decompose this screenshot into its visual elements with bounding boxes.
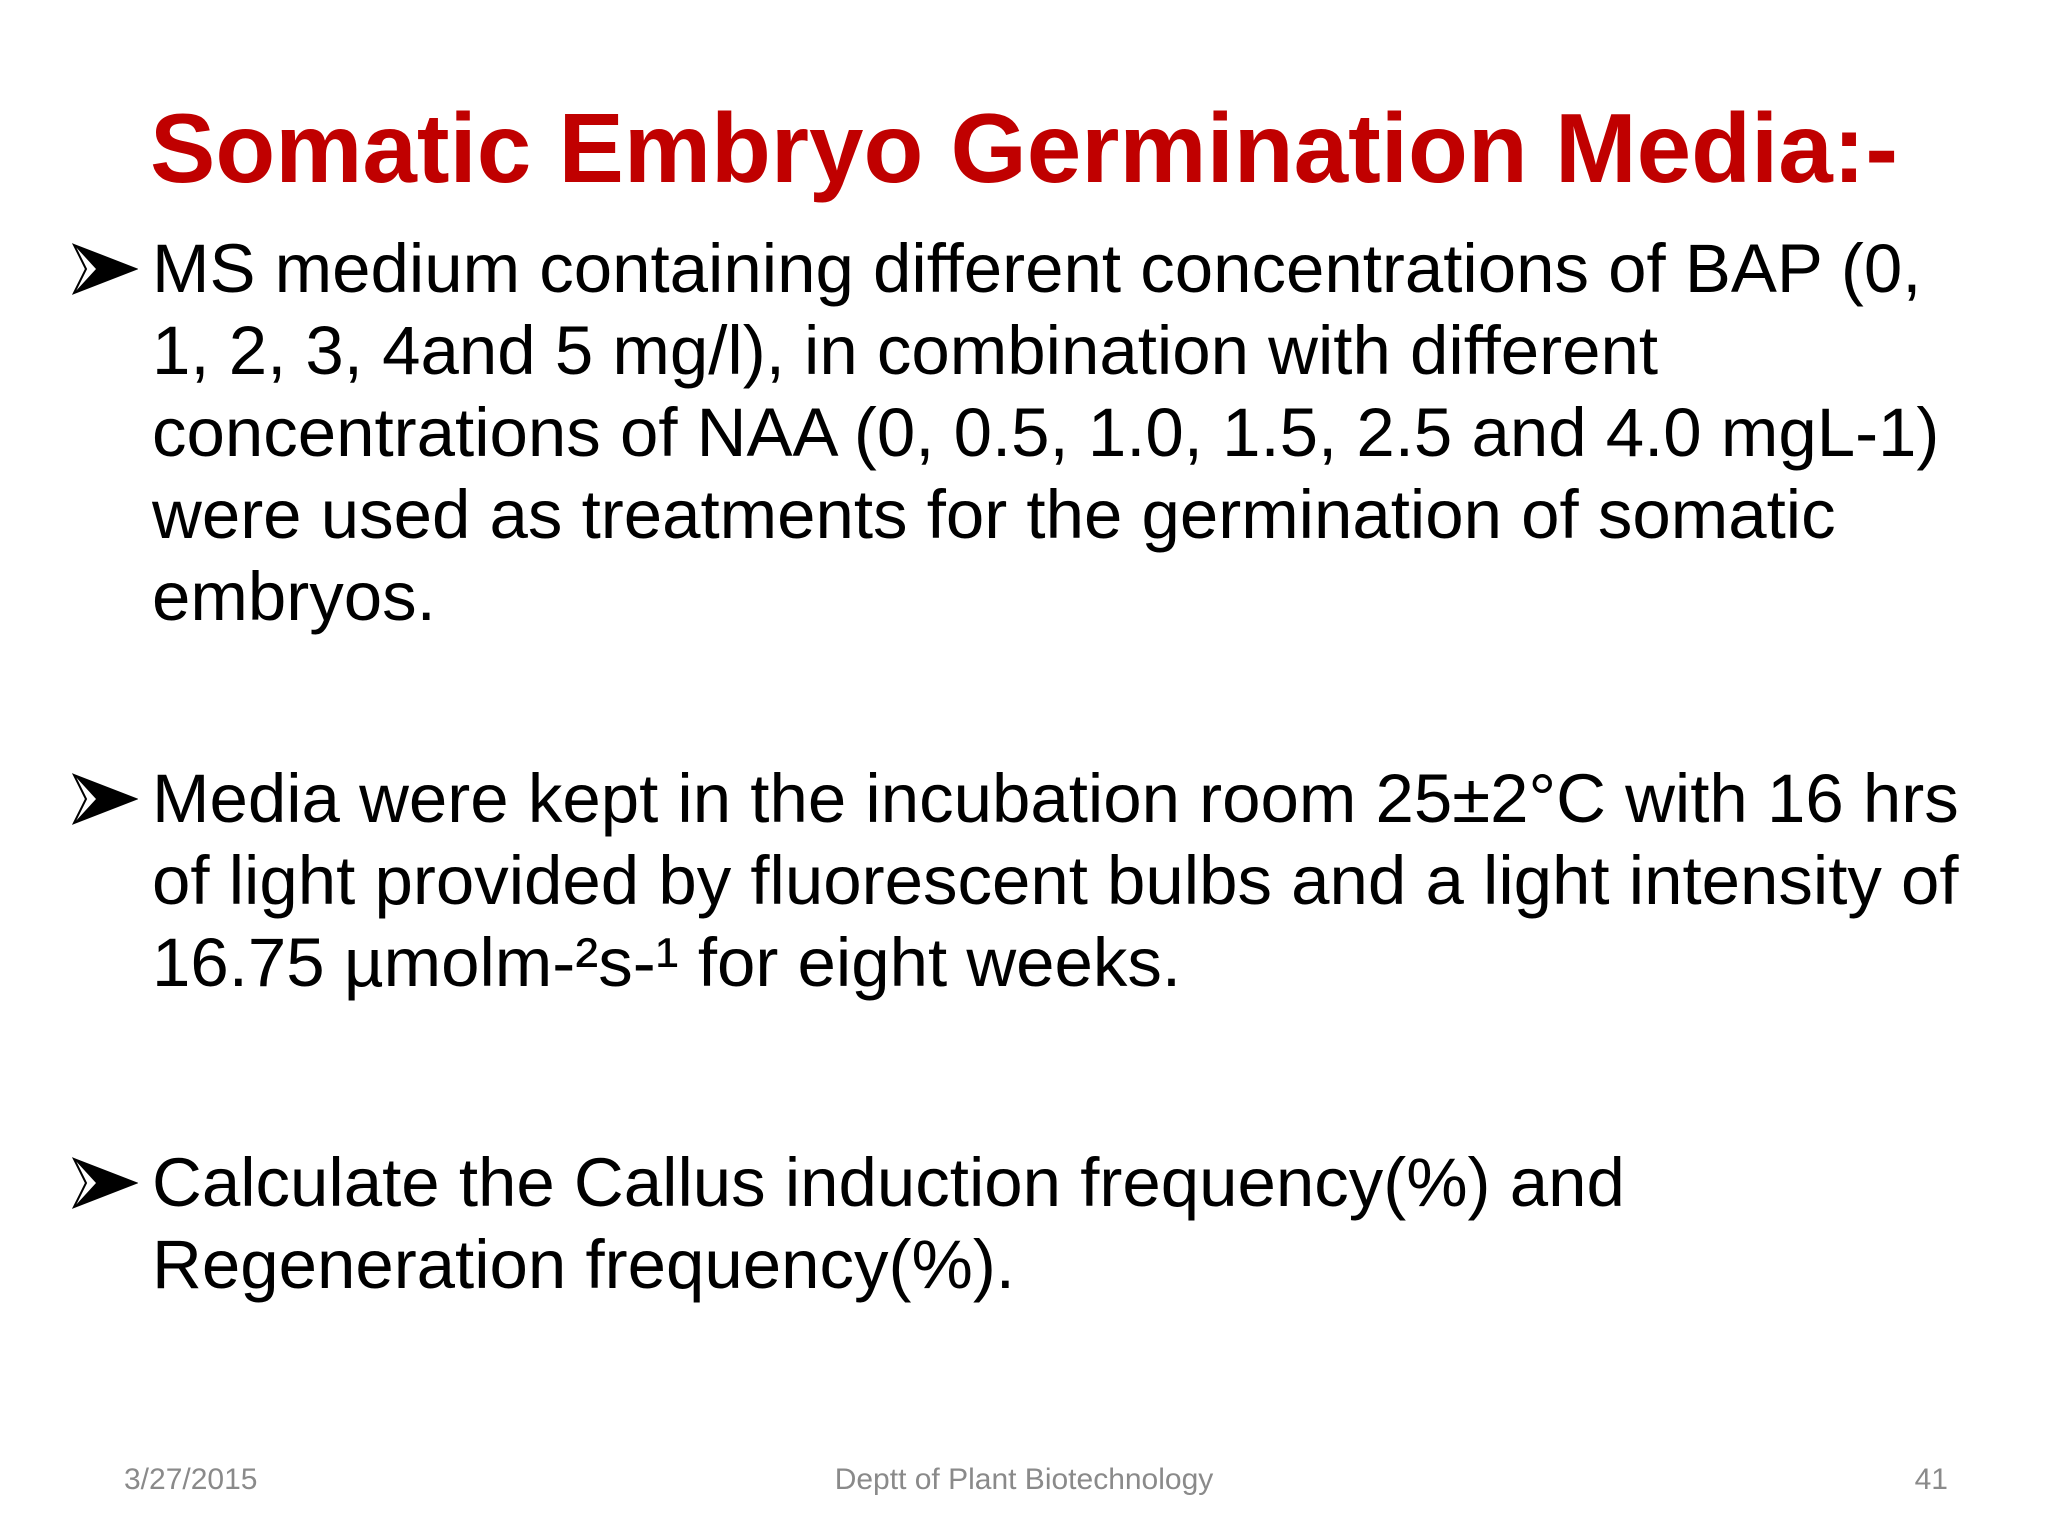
bullet-text-2: Media were kept in the incubation room 25±2°C with 16 hrs of light provided by fluorescent bulbs and a light intensity of 16.75 µmolm-²s-¹ for eight weeks. — [152, 760, 1959, 1001]
bullet-item-2 — [72, 758, 1972, 1004]
footer-date: 3/27/2015 — [124, 1463, 258, 1496]
arrow-bullet-icon — [72, 242, 138, 296]
footer-page-number: 41 — [1914, 1463, 1948, 1496]
bullet-text-1: MS medium containing different concentrations of BAP (0, 1, 2, 3, 4and 5 mg/l), in combination with different concentrations of NAA (0, 0.5, 1.0, 1.5, 2.5 and 4.0 mgL-1) were used as treatments for the germination of somatic embryos. — [152, 230, 1940, 635]
bullet-item-3 — [72, 1142, 1972, 1306]
slide-title: Somatic Embryo Germination Media:- — [150, 93, 1898, 203]
bullet-list — [72, 228, 1972, 1306]
bullet-item-1 — [72, 228, 1972, 638]
footer-department: Deptt of Plant Biotechnology — [834, 1463, 1214, 1496]
arrow-bullet-icon — [72, 1156, 138, 1210]
arrow-bullet-icon — [72, 772, 138, 826]
bullet-text-3: Calculate the Callus induction frequency(%) and Regeneration frequency(%). — [152, 1144, 1625, 1303]
